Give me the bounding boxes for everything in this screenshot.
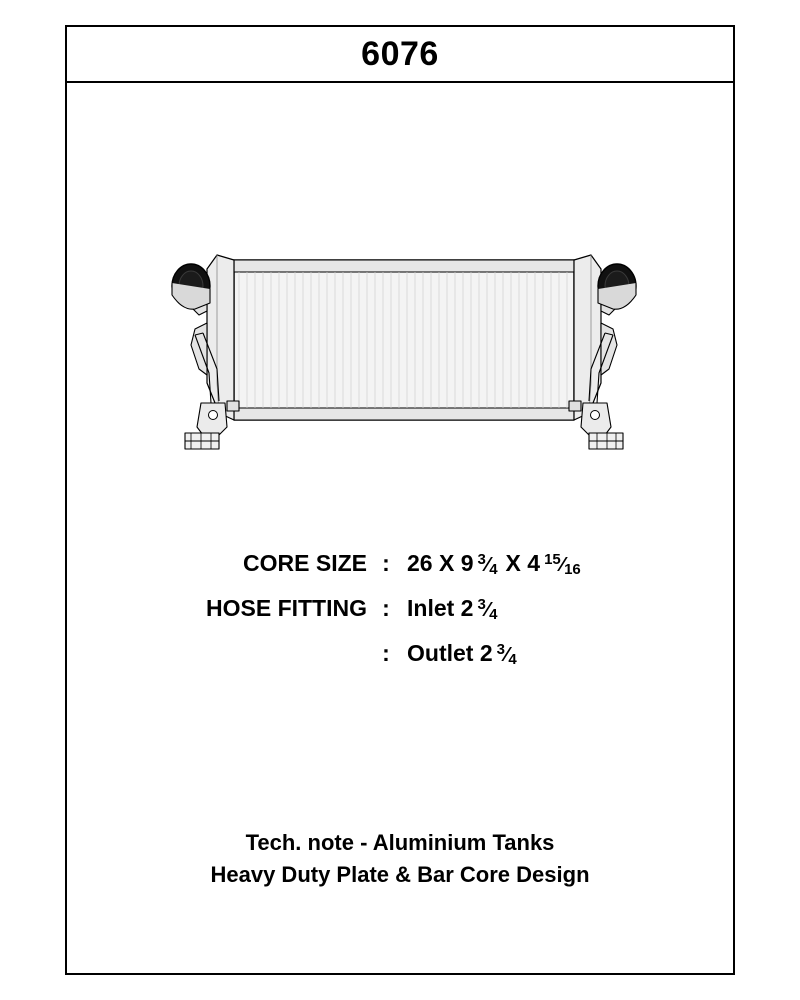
- inlet-prefix: Inlet 2: [407, 595, 474, 621]
- spec-colon-core-size: :: [382, 550, 390, 576]
- specifications-list: [67, 552, 733, 687]
- core-size-frac2-numerator: 15: [544, 551, 561, 568]
- spec-value-outlet: [395, 640, 519, 668]
- outlet-frac-denominator: 4: [508, 651, 517, 668]
- product-drawing: [67, 83, 733, 553]
- inlet-frac-bar: ⁄: [485, 599, 490, 621]
- outlet-frac-bar: ⁄: [504, 644, 509, 666]
- spec-row-hose-fitting-outlet: [67, 640, 733, 668]
- spec-colon-inlet: :: [382, 595, 390, 621]
- drawing-sheet: [65, 25, 735, 975]
- spec-label-hose-fitting: HOSE FITTING: [206, 595, 367, 621]
- spec-colon-outlet: :: [382, 640, 390, 666]
- inlet-fraction: [477, 596, 498, 623]
- core-size-fraction-1: [477, 551, 498, 578]
- spec-value-core-size: [395, 550, 583, 578]
- inlet-frac-numerator: 3: [477, 596, 486, 613]
- spec-value-inlet: [395, 595, 500, 623]
- intercooler-svg: [67, 83, 733, 553]
- outlet-frac-numerator: 3: [496, 641, 505, 658]
- core-size-frac2-bar: ⁄: [560, 554, 565, 576]
- tech-note-line-2: Heavy Duty Plate & Bar Core Design: [210, 861, 590, 887]
- title-block: [67, 27, 733, 83]
- spec-row-core-size: [67, 550, 733, 578]
- tech-notes: [67, 827, 733, 891]
- tech-note-line-1: Tech. note - Aluminium Tanks: [245, 830, 555, 855]
- outlet-fraction: [496, 641, 517, 668]
- core-size-frac1-numerator: 3: [477, 551, 486, 568]
- core-size-frac1-denominator: 4: [489, 561, 498, 578]
- core-size-mid: X 4: [505, 550, 541, 576]
- spec-row-hose-fitting-inlet: [67, 595, 733, 623]
- outlet-prefix: Outlet 2: [407, 640, 493, 666]
- core-size-frac2-denominator: 16: [564, 561, 581, 578]
- part-number-title: 6076: [361, 34, 439, 73]
- inlet-frac-denominator: 4: [489, 606, 498, 623]
- core-size-fraction-2: [544, 551, 581, 578]
- core-size-frac1-bar: ⁄: [485, 554, 490, 576]
- core-size-prefix: 26 X 9: [407, 550, 474, 576]
- spec-label-core-size: CORE SIZE: [243, 550, 367, 576]
